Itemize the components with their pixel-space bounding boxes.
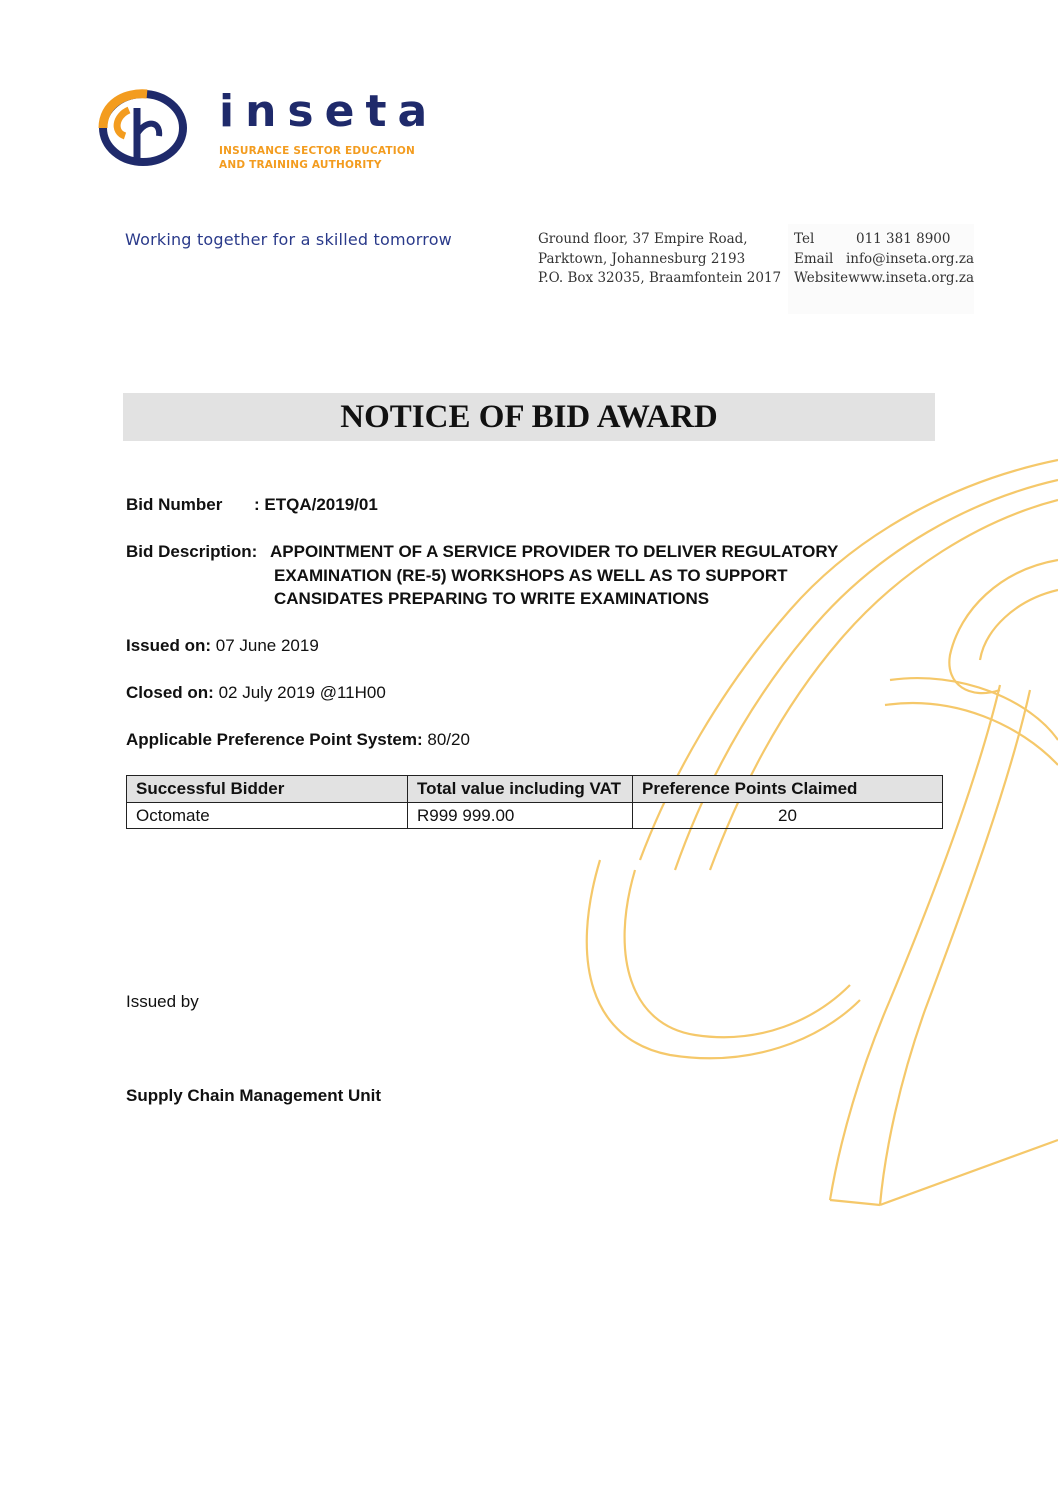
inseta-emblem-icon bbox=[95, 88, 187, 172]
issued-on-label: Issued on: bbox=[126, 636, 212, 655]
issued-on-value: 07 June 2019 bbox=[215, 636, 319, 655]
bid-number-line bbox=[126, 493, 378, 517]
bid-description-line: CANSIDATES PREPARING TO WRITE EXAMINATIONS bbox=[274, 589, 710, 608]
issued-on-line bbox=[126, 634, 319, 658]
inseta-logo bbox=[95, 88, 455, 178]
title-bar bbox=[123, 393, 935, 441]
website-value[interactable]: www.inseta.org.za bbox=[848, 270, 974, 286]
table-row bbox=[127, 802, 943, 829]
bid-number-label: Bid Number bbox=[126, 495, 223, 514]
bid-description-line: APPOINTMENT OF A SERVICE PROVIDER TO DELIVER REGULATORY bbox=[270, 542, 839, 561]
column-header: Total value including VAT bbox=[408, 776, 633, 803]
tel-value: 011 381 8900 bbox=[856, 231, 951, 247]
bid-description-line: EXAMINATION (RE-5) WORKSHOPS AS WELL AS TO SUPPORT bbox=[274, 565, 788, 585]
contact-block bbox=[788, 224, 974, 314]
closed-on-value: 02 July 2019 @11H00 bbox=[218, 683, 386, 702]
issued-by: Issued by bbox=[126, 992, 199, 1011]
issuer-name: Supply Chain Management Unit bbox=[126, 1086, 382, 1105]
tel-label: Tel bbox=[794, 231, 815, 247]
email-value[interactable]: info@inseta.org.za bbox=[845, 250, 974, 267]
pps-label: Applicable Preference Point System: bbox=[126, 730, 423, 749]
page-title: NOTICE OF BID AWARD bbox=[340, 398, 718, 435]
closed-on-line bbox=[126, 681, 386, 705]
address-block bbox=[538, 230, 781, 289]
cell-bidder: Octomate bbox=[127, 802, 408, 829]
brand-subtitle-line1: INSURANCE SECTOR EDUCATION bbox=[219, 145, 415, 157]
address-line: Ground floor, 37 Empire Road, bbox=[538, 231, 748, 247]
award-table bbox=[126, 775, 943, 829]
website-label: Website bbox=[794, 270, 849, 286]
brand-name: inseta bbox=[219, 86, 439, 137]
bid-description-label: Bid Description: bbox=[126, 542, 258, 561]
column-header: Successful Bidder bbox=[127, 776, 408, 803]
table-header-row bbox=[127, 776, 943, 803]
email-label: Email bbox=[794, 250, 834, 267]
tagline: Working together for a skilled tomorrow bbox=[125, 230, 452, 249]
bid-number-value: : ETQA/2019/01 bbox=[254, 495, 378, 514]
brand-subtitle-line2: AND TRAINING AUTHORITY bbox=[219, 159, 382, 171]
cell-total-value: R999 999.00 bbox=[408, 802, 633, 829]
contact-tel-row bbox=[788, 230, 974, 250]
bid-description-value bbox=[270, 540, 914, 611]
preference-point-system-line bbox=[126, 728, 470, 752]
closed-on-label: Closed on: bbox=[126, 683, 214, 702]
address-line: Parktown, Johannesburg 2193 bbox=[538, 250, 746, 267]
cell-preference-points: 20 bbox=[633, 802, 943, 829]
column-header: Preference Points Claimed bbox=[633, 776, 943, 803]
contact-email-row bbox=[788, 250, 974, 270]
address-line: P.O. Box 32035, Braamfontein 2017 bbox=[538, 270, 782, 286]
pps-value: 80/20 bbox=[427, 730, 470, 749]
contact-website-row bbox=[788, 269, 974, 289]
